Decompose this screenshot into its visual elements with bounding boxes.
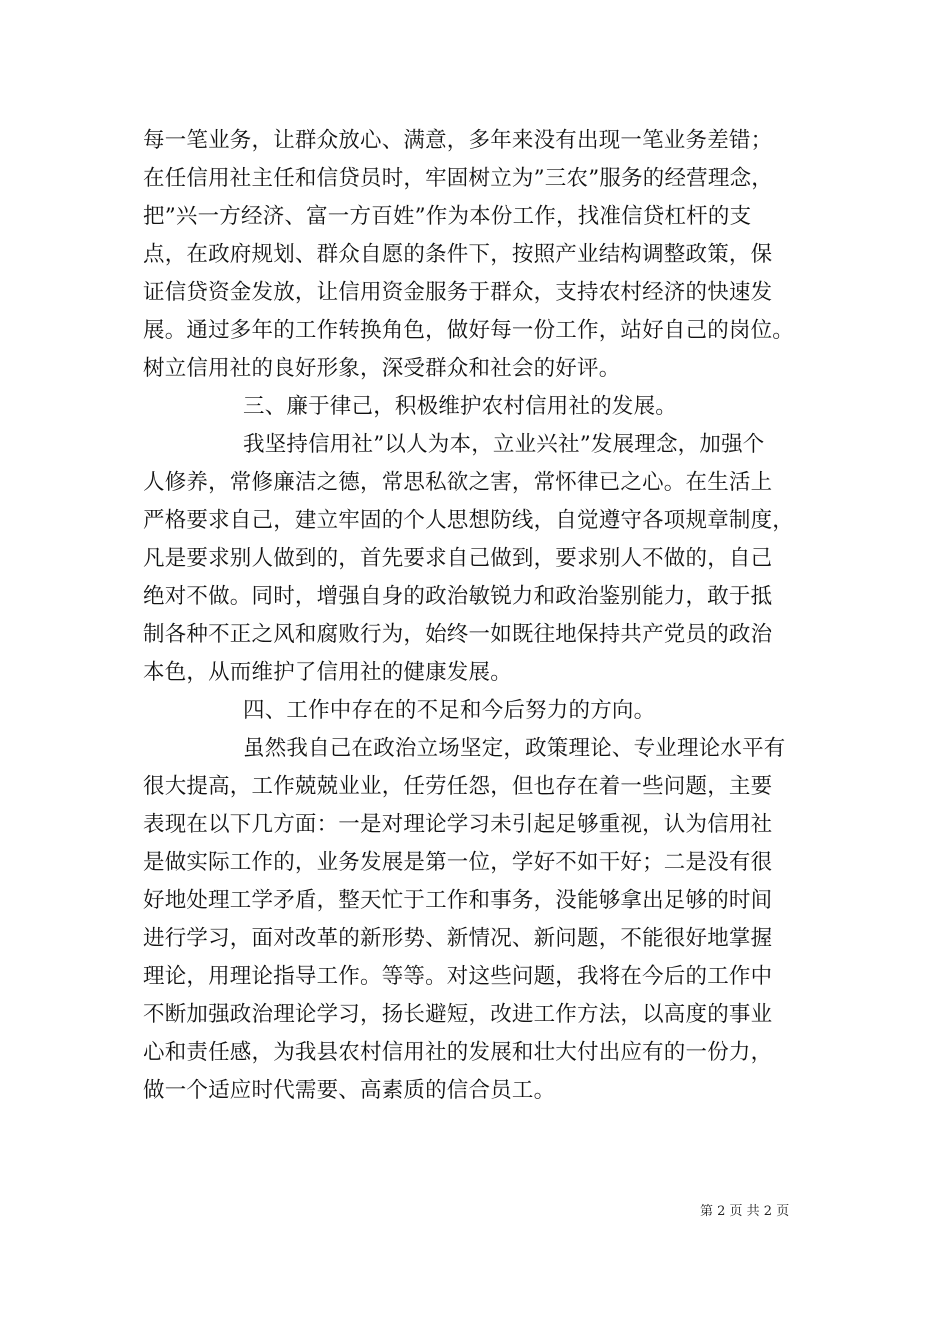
text-line: 理论，用理论指导工作。等等。对这些问题，我将在今后的工作中: [143, 964, 773, 989]
text-line: 进行学习，面对改革的新形势、新情况、新问题，不能很好地掌握: [143, 926, 773, 951]
paragraph-start: 我坚持信用社”以人为本，立业兴社”发展理念，加强个: [243, 432, 765, 457]
text-line: 不断加强政治理论学习，扬长避短，改进工作方法，以高度的事业: [143, 1002, 773, 1027]
text-line: 凡是要求别人做到的，首先要求自己做到，要求别人不做的，自己: [143, 546, 773, 571]
text-line: 表现在以下几方面：一是对理论学习未引起足够重视，认为信用社: [143, 812, 773, 837]
text-line: 在任信用社主任和信贷员时，牢固树立为”三农”服务的经营理念，: [143, 166, 773, 191]
text-line: 好地处理工学矛盾，整天忙于工作和事务，没能够拿出足够的时间: [143, 888, 773, 913]
text-line: 点，在政府规划、群众自愿的条件下，按照产业结构调整政策，保: [143, 242, 773, 267]
text-line: 制各种不正之风和腐败行为，始终一如既往地保持共产党员的政治: [143, 622, 773, 647]
text-line: 证信贷资金发放，让信用资金服务于群众，支持农村经济的快速发: [143, 280, 773, 305]
text-line: 心和责任感，为我县农村信用社的发展和壮大付出应有的一份力，: [143, 1040, 773, 1065]
text-line: 做一个适应时代需要、高素质的信合员工。: [143, 1078, 556, 1103]
text-line: 是做实际工作的，业务发展是第一位，学好不如干好；二是没有很: [143, 850, 773, 875]
text-line: 展。通过多年的工作转换角色，做好每一份工作，站好自己的岗位。: [143, 318, 795, 343]
section-heading: 三、廉于律己，积极维护农村信用社的发展。: [243, 394, 678, 419]
text-line: 严格要求自己，建立牢固的个人思想防线，自觉遵守各项规章制度，: [143, 508, 795, 533]
paragraph-start: 虽然我自己在政治立场坚定，政策理论、专业理论水平有: [243, 736, 786, 761]
document-body: [143, 122, 815, 1110]
text-line: 把”兴一方经济、富一方百姓”作为本份工作，找准信贷杠杆的支: [143, 204, 752, 229]
section-heading: 四、工作中存在的不足和今后努力的方向。: [243, 698, 656, 723]
text-line: 很大提高，工作兢兢业业，任劳任怨，但也存在着一些问题，主要: [143, 774, 773, 799]
text-line: 本色，从而维护了信用社的健康发展。: [143, 660, 512, 685]
text-line: 人修养，常修廉洁之德，常思私欲之害，常怀律已之心。在生活上: [143, 470, 773, 495]
text-line: 树立信用社的良好形象，深受群众和社会的好评。: [143, 356, 621, 381]
text-line: 每一笔业务，让群众放心、满意，多年来没有出现一笔业务差错；: [143, 128, 773, 153]
page-number: 第 2 页 共 2 页: [700, 1204, 790, 1219]
text-line: 绝对不做。同时，增强自身的政治敏锐力和政治鉴别能力，敢于抵: [143, 584, 773, 609]
